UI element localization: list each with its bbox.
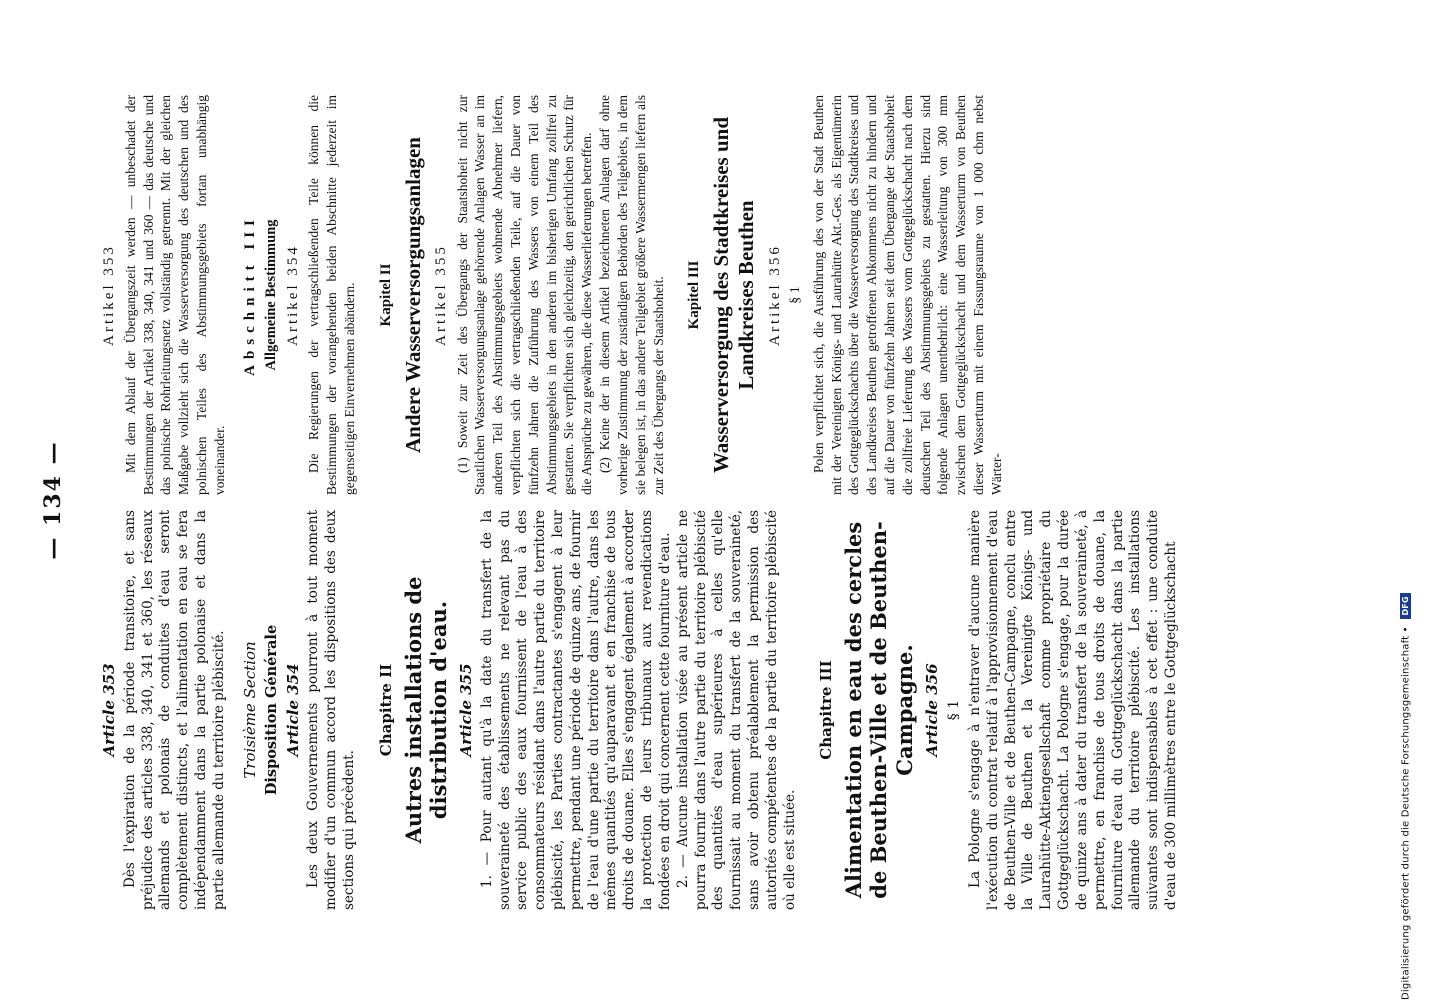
chapter-2-title-de: Andere Wasserversorgungsanlagen [400,137,425,453]
article-354-heading-fr: Article 354 [283,663,302,757]
french-column [100,510,1181,910]
section-heading-fr: Troisième Section [240,641,259,779]
article-355-para-2-de: (2) Keine der in diesem Artikel bezeichneten Anlagen darf ohne vorherige Zustimmung der zuständigen Behörden des Teilgebiets, in dem sie belegen ist, in das andere Teilgebiet größere Wassermengen liefern als zur Zeit des Übergangs der Staatshoheit. [597,95,666,495]
german-column [100,95,1006,495]
chapter-2-title-fr: Autres installations de distribution d'eau. [400,576,451,844]
article-356-heading-fr: Article 356 [922,663,941,757]
page-number: — 134 — [40,440,66,560]
article-355-para-2-fr: 2. — Aucune installation visée au présent article ne pourra fournir dans l'autre partie du territoire plébiscité des quantités d'eau supérieures à celles qu'elle fournissait au moment du transfert de la souveraineté, sans avoir obtenu préalablement la permission des autorités compétentes de la partie du territoire plébiscité où elle est située. [674,510,798,910]
chapter-2-label-de: Kapitel II [377,263,394,327]
section-subheading-fr: Disposition Générale [263,624,281,796]
chapter-3-title-de: Wasserversorgung des Stadtkreises und Landkreises Beuthen [709,116,759,474]
paragraph-mark-fr: § 1 [945,699,962,721]
article-355-heading-fr: Article 355 [457,663,475,757]
article-354-heading-de: Artikel 354 [284,244,301,346]
article-353-heading-fr: Article 353 [100,663,118,757]
article-356-text-fr: La Pologne s'engage à n'entraver d'aucune manière l'exécution du contrat relatif à l'approvisionnement d'eau de Beuthen-Ville et de Beuthen-Campagne, conclu entre la Ville de Beuthen et la Vereinigte Königs- und Laurahütte-Aktiengesellschaft comme propriétaire du Gottgeglückschacht. La Pologne s'engage, pour la durée de quinze ans à dater du transfert de la souveraineté, à permettre, en franchise de tous droits de douane, la fourniture d'eau du Gottgeglückschacht dans la partie allemande du territoire plébiscité. Les installations suivantes sont indispensables à cet effet : une conduite d'eau de 300 millimètres entre le Gottgeglückschacht [967,510,1179,910]
section-heading-de: Abschnitt III [241,214,258,376]
article-356-heading-de: Artikel 356 [766,244,783,346]
chapter-3-label-de: Kapitel III [686,260,703,330]
chapter-2-label-fr: Chapitre II [376,663,395,757]
article-353-heading-de: Artikel 353 [101,244,117,346]
article-355-heading-de: Artikel 355 [432,244,449,346]
article-354-text-de: Die Regierungen der vertragschließenden Teile können die Bestimmungen der vorangehenden beiden Abschnitte jederzeit im gegenseitigen Einvernehmen abändern. [306,95,358,495]
article-354-text-fr: Les deux Gouvernements pourront à tout moment modifier d'un commun accord les dispositions des deux sections qui précèdent. [305,510,358,910]
dfg-logo: DFG [1400,593,1411,619]
article-355-para-1-de: (1) Soweit zur Zeit des Übergangs der Staatshoheit nicht zur Staatlichen Wasserversorgungsanlage gehörende Anlagen Wasser an im anderen Teil des Abstimmungsgebiets wohnende Abnehmer liefern, verpflichten sich die vertragschließenden Teile, auf die Dauer von fünfzehn Jahren die Zuführung des Wassers von einem Teil des Abstimmungsgebiets in den anderen im bisherigen Umfang zollfrei zu gestatten. Sie verpflichten sich gleichzeitig, den gerichtlichen Schutz für die Ansprüche zu gewähren, die diese Wasserlieferungen betreffen. [454,95,595,495]
credit-text: Digitalisierung gefördert durch die Deutsche Forschungsgemeinschaft • [1400,626,1412,1000]
article-353-text-fr: Dès l'expiration de la période transitoire, et sans préjudice des articles 338, 340, 341 et 360, les réseaux allemands et polonais de conduites d'eau seront complètement distincts, et l'alimentation en eau se fera indépendamment dans la partie polonaise et dans la partie allemande du territoire plébiscité. [121,510,227,910]
chapter-3-title-fr: Alimentation en eau des cercles de Beuthen-Ville et de Beuthen-Campagne. [841,521,917,899]
article-356-text-de: Polen verpflichtet sich, die Ausführung des von der Stadt Beuthen mit der Vereinigten Königs- und Laurahütte Akt.-Ges. als Eigentümerin des Gottgeglückschachts über die Wasserversorgung des Stadtkreises und des Landkreises Beuthen getroffenen Abkommens nicht zu hindern und auf die Dauer von fünfzehn Jahren seit dem Übergange der Staatshoheit die zollfreie Lieferung des Wassers vom Gottgeglückschacht nach dem deutschen Teil des Abstimmungsgebiets zu gestatten. Hierzu sind folgende Anlagen unentbehrlich: eine Wasserleitung von 300 mm zwischen dem Gottgeglückschacht und dem Wasserturm von Beuthen dieser Wasserturm mit einem Fassungsraume von 1 000 cbm nebst Wärter- [810,95,1004,495]
digitization-credit [1400,0,1412,1000]
chapter-3-label-fr: Chapitre III [817,660,836,760]
article-353-text-de: Mit dem Ablauf der Übergangszeit werden — unbeschadet der Bestimmungen der Artikel 338, 340, 341 und 360 — das deutsche und das polnische Rohrleitungsnetz vollständig getrennt. Mit der gleichen Maßgabe vollzieht sich die Wasserversorgung des deutschen und des polnischen Teiles des Abstimmungsgebiets fortan unabhängig voneinander. [122,95,227,495]
article-355-para-1-fr: 1. — Pour autant qu'à la date du transfert de la souveraineté des établissements ne relevant pas du service public des eaux fournissent de l'eau à des consommateurs résidant dans l'autre partie du territoire plébiscité, les Parties contractantes s'engagent à leur permettre, pendant une période de quinze ans, de fournir de l'eau d'une partie du territoire dans l'autre, dans les mêmes quantités qu'auparavant et en franchise de tous droits de douane. Elles s'engagent également à accorder la protection de leurs tribunaux aux revendications fondées en droit qui concernent cette fourniture d'eau. [478,510,673,910]
section-subheading-de: Allgemeine Bestimmung [263,219,280,371]
paragraph-mark-de: § 1 [788,286,804,304]
